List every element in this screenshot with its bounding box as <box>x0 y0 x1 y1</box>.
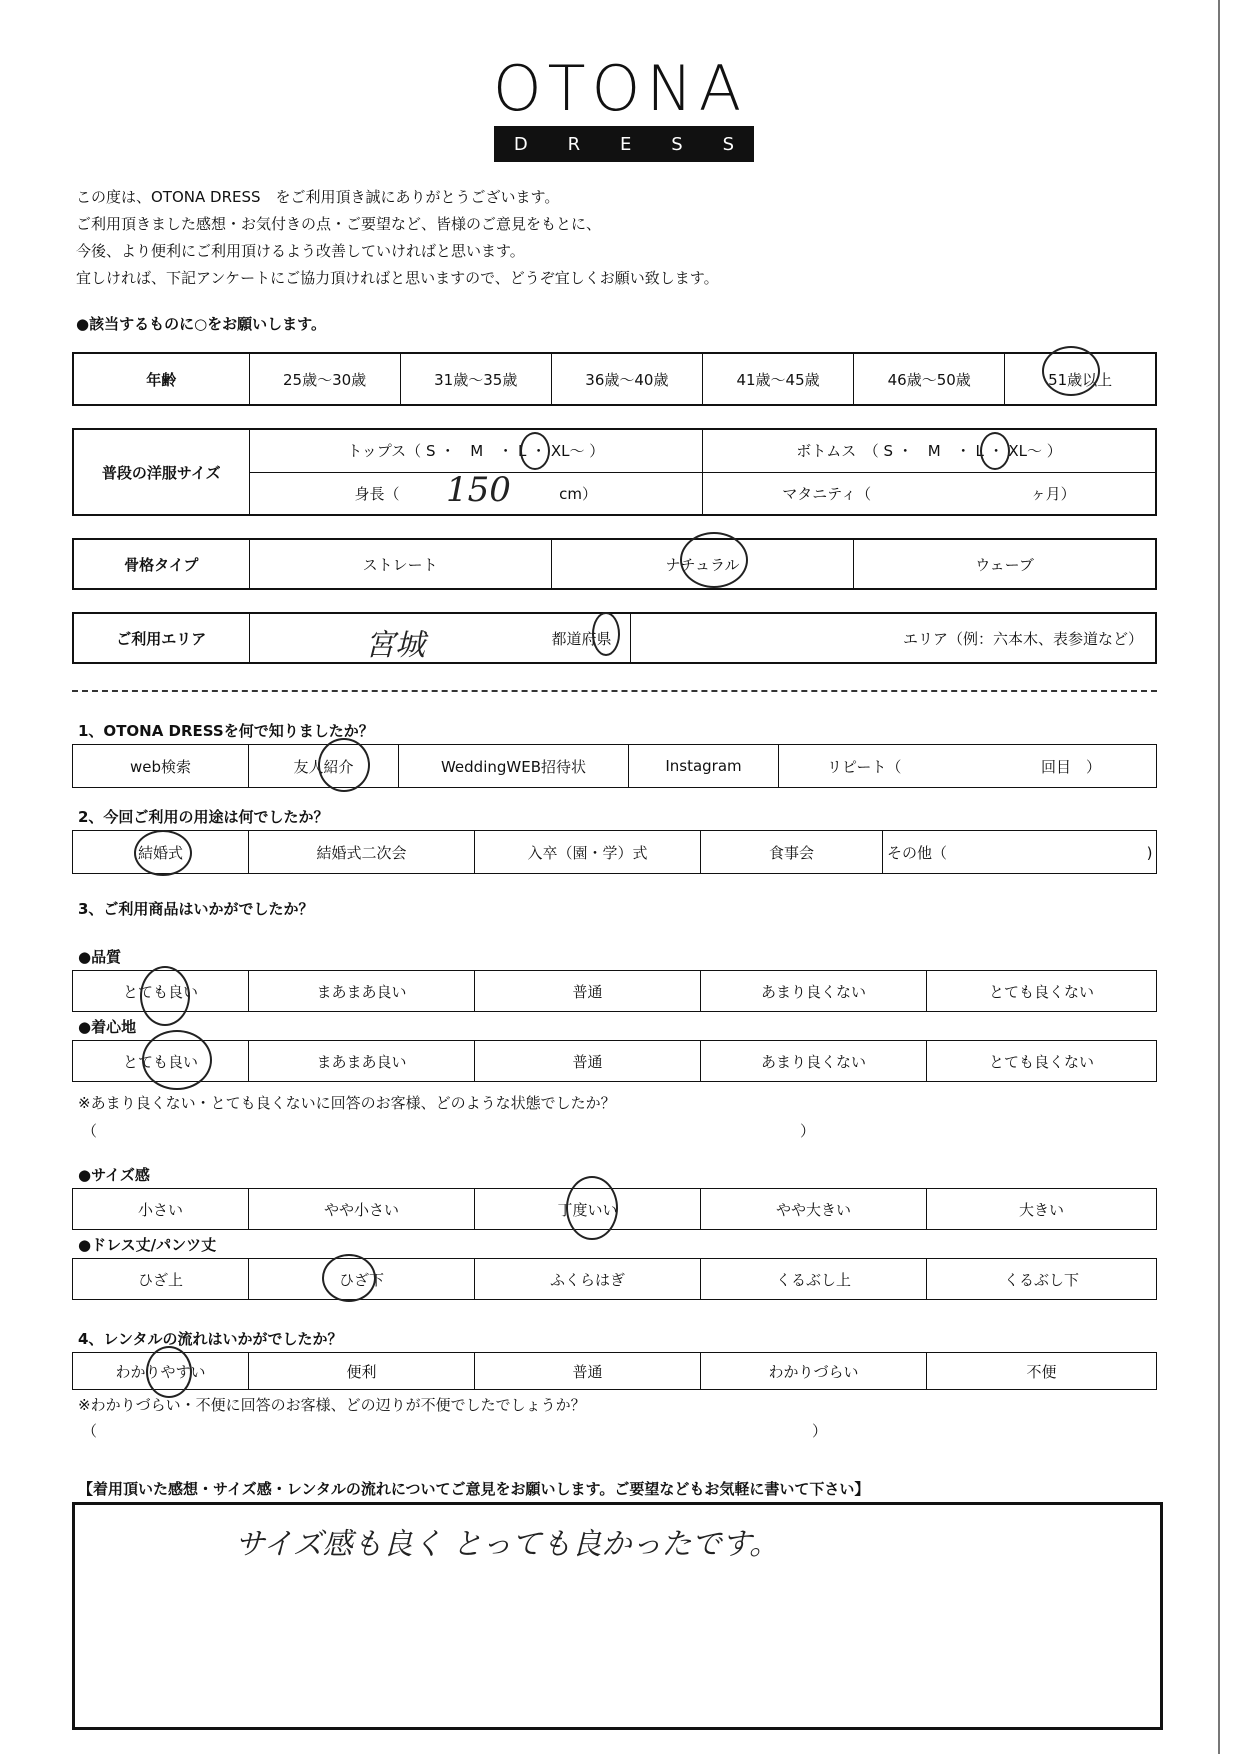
fit-option[interactable]: 丁度いい <box>475 1189 701 1230</box>
scan-edge-line <box>1218 0 1220 1754</box>
intro-text <box>76 184 1176 292</box>
quality-option[interactable]: 普通 <box>475 971 701 1012</box>
age-option[interactable]: 46歳～50歳 <box>854 353 1005 405</box>
fit-option[interactable]: やや小さい <box>249 1189 475 1230</box>
q3-title: 3、ご利用商品はいかがでしたか？ <box>78 900 314 918</box>
q2-option[interactable]: 入卒（園・学）式 <box>475 831 701 874</box>
length-label: ●ドレス丈/パンツ丈 <box>78 1236 217 1254</box>
size-table <box>72 428 1157 516</box>
age-option[interactable]: 31歳～35歳 <box>400 353 551 405</box>
fit-label: ●サイズ感 <box>78 1166 150 1184</box>
logo-letter: S <box>671 133 683 155</box>
body-type-option[interactable]: ストレート <box>249 539 551 589</box>
fit-table <box>72 1188 1157 1230</box>
logo-letter: S <box>722 133 734 155</box>
q2-title: 2、今回ご利用の用途は何でしたか？ <box>78 808 329 826</box>
q4-paren-open: （ <box>82 1422 98 1440</box>
q1-option[interactable]: web検索 <box>73 745 249 788</box>
q4-option[interactable]: 普通 <box>475 1353 701 1390</box>
length-option[interactable]: くるぶし下 <box>927 1259 1157 1300</box>
body-type-option[interactable]: ウェーブ <box>854 539 1156 589</box>
comfort-option[interactable]: とても良くない <box>927 1041 1157 1082</box>
tops-size-row[interactable]: トップス（ S ・ M ・ L ・ XL～ ） <box>249 429 703 472</box>
age-option[interactable]: 41歳～45歳 <box>702 353 853 405</box>
prefecture-handwritten: 宮城 <box>365 628 425 663</box>
size-label: 普段の洋服サイズ <box>73 429 249 515</box>
comfort-option[interactable]: あまり良くない <box>701 1041 927 1082</box>
q4-title: 4、レンタルの流れはいかがでしたか？ <box>78 1330 343 1348</box>
q1-repeat-count: 回目 ） <box>1040 757 1101 776</box>
length-option[interactable]: ふくらはぎ <box>475 1259 701 1300</box>
q4-option[interactable]: わかりやすい <box>73 1353 249 1390</box>
body-type-label: 骨格タイプ <box>73 539 249 589</box>
feedback-title: 【着用頂いた感想・サイズ感・レンタルの流れについてご意見をお願いします。ご要望などもお気軽に書いて下さい】 <box>78 1480 870 1498</box>
area-table <box>72 612 1157 664</box>
area-label: ご利用エリア <box>73 613 249 663</box>
logo-letter: R <box>567 133 581 155</box>
length-option[interactable]: くるぶし上 <box>701 1259 927 1300</box>
area-detail-cell[interactable]: エリア（例：六本木、表参道など） <box>630 613 1156 663</box>
age-option[interactable]: 36歳～40歳 <box>551 353 702 405</box>
q2-option[interactable]: 食事会 <box>701 831 883 874</box>
fit-option[interactable]: 小さい <box>73 1189 249 1230</box>
body-type-option[interactable]: ナチュラル <box>551 539 853 589</box>
q2-other-label: その他（ <box>887 843 948 862</box>
height-label: 身長（ <box>354 484 400 503</box>
quality-table <box>72 970 1157 1012</box>
length-option[interactable]: ひざ下 <box>249 1259 475 1300</box>
q1-option[interactable]: WeddingWEB招待状 <box>399 745 629 788</box>
maternity-unit: ヶ月） <box>1030 484 1076 503</box>
q2-table <box>72 830 1157 874</box>
q2-option[interactable]: 結婚式 <box>73 831 249 874</box>
q1-title: 1、OTONA DRESSを何で知りましたか？ <box>78 722 374 740</box>
maternity-row <box>703 472 1157 515</box>
q2-option[interactable]: 結婚式二次会 <box>249 831 475 874</box>
q4-option[interactable]: 便利 <box>249 1353 475 1390</box>
quality-option[interactable]: あまり良くない <box>701 971 927 1012</box>
logo-dress-bar <box>494 126 754 162</box>
comfort-table <box>72 1040 1157 1082</box>
feedback-box[interactable] <box>72 1502 1163 1730</box>
q1-table <box>72 744 1157 788</box>
intro-line: 宜しければ、下記アンケートにご協力頂ければと思いますので、どうぞ宜しくお願い致します。 <box>76 269 719 287</box>
q2-other-close: ) <box>1146 843 1153 862</box>
fit-option[interactable]: やや大きい <box>701 1189 927 1230</box>
body-type-table <box>72 538 1157 590</box>
note-paren-close: ） <box>800 1122 816 1140</box>
feedback-handwritten: サイズ感も良く とっても良かったです。 <box>235 1527 780 1562</box>
comfort-option[interactable]: とても良い <box>73 1041 249 1082</box>
intro-line: ご利用頂きました感想・お気付きの点・ご要望など、皆様のご意見をもとに、 <box>76 215 602 233</box>
quality-option[interactable]: とても良くない <box>927 971 1157 1012</box>
q1-option[interactable]: 友人紹介 <box>249 745 399 788</box>
quality-label: ●品質 <box>78 948 122 966</box>
q1-repeat-label: リピート（ <box>827 757 902 776</box>
intro-line: 今後、より便利にご利用頂けるよう改善していければと思います。 <box>76 242 525 260</box>
q4-table <box>72 1352 1157 1390</box>
fit-option[interactable]: 大きい <box>927 1189 1157 1230</box>
comfort-option[interactable]: 普通 <box>475 1041 701 1082</box>
maternity-label: マタニティ（ <box>782 484 872 503</box>
note-paren-open: （ <box>82 1122 98 1140</box>
quality-option[interactable]: とても良い <box>73 971 249 1012</box>
q4-paren-close: ） <box>812 1422 828 1440</box>
age-option[interactable]: 25歳～30歳 <box>249 353 400 405</box>
bottoms-size-row[interactable]: ボトムス （ S ・ M ・ L ・ XL～ ） <box>703 429 1157 472</box>
height-handwritten: 150 <box>446 470 511 510</box>
q2-other-option[interactable] <box>883 831 1157 874</box>
age-option[interactable]: 51歳以上 <box>1005 353 1156 405</box>
age-label: 年齢 <box>73 353 249 405</box>
q4-option[interactable]: わかりづらい <box>701 1353 927 1390</box>
instruction-text: ●該当するものに○をお願いします。 <box>76 315 326 333</box>
comfort-option[interactable]: まあまあ良い <box>249 1041 475 1082</box>
age-table <box>72 352 1157 406</box>
height-unit: cm） <box>559 484 597 503</box>
dashed-divider <box>72 690 1157 692</box>
intro-line: この度は、OTONA DRESS をご利用頂き誠にありがとうございます。 <box>76 188 560 206</box>
quality-note: ※あまり良くない・とても良くないに回答のお客様、どのような状態でしたか？ <box>78 1094 616 1112</box>
logo-letter: E <box>620 133 632 155</box>
q1-repeat-option[interactable] <box>779 745 1157 788</box>
comfort-label: ●着心地 <box>78 1018 137 1036</box>
quality-option[interactable]: まあまあ良い <box>249 971 475 1012</box>
length-option[interactable]: ひざ上 <box>73 1259 249 1300</box>
q1-option[interactable]: Instagram <box>629 745 779 788</box>
q4-note: ※わかりづらい・不便に回答のお客様、どの辺りが不便でしたでしょうか？ <box>78 1396 586 1414</box>
q4-option[interactable]: 不便 <box>927 1353 1157 1390</box>
logo-letter: D <box>513 133 528 155</box>
prefecture-cell[interactable] <box>249 613 630 663</box>
logo-otona: OTONA <box>492 52 748 125</box>
length-table <box>72 1258 1157 1300</box>
prefecture-label: 都道府県 <box>551 629 612 648</box>
